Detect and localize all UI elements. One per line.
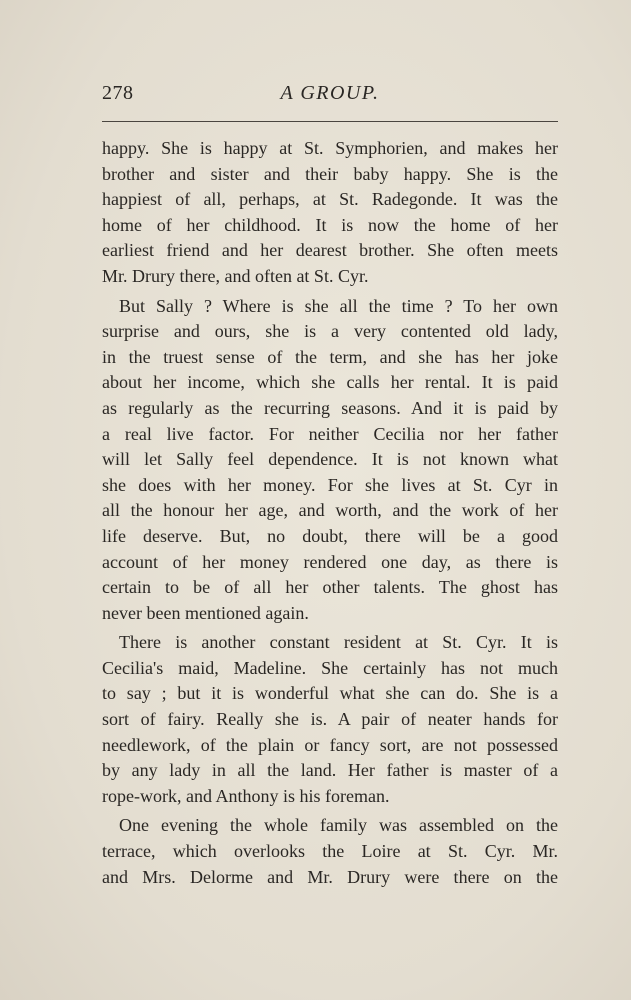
text-line: Cecilia's maid, Madeline. She certainly has not much <box>102 657 558 678</box>
paragraph <box>102 294 558 627</box>
text-line: sort of fairy. Really she is. A pair of neater hands for <box>102 709 558 730</box>
text-line: surprise and ours, she is a very contented old lady, <box>102 321 558 342</box>
text-line: There is another constant resident at St. Cyr. It is <box>119 632 558 653</box>
text-line: rope-work, and Anthony is his foreman. <box>102 785 390 806</box>
text-line: account of her money rendered one day, as there is <box>102 551 558 572</box>
text-line: as regularly as the recurring seasons. And it is paid by <box>102 397 558 418</box>
text-line: happy. She is happy at St. Symphorien, and makes her <box>102 138 558 158</box>
text-line: to say ; but it is wonderful what she can do. She is a <box>102 683 558 704</box>
text-line: all the honour her age, and worth, and the work of her <box>102 500 558 521</box>
paragraph <box>102 630 558 809</box>
body-text <box>102 136 558 890</box>
paragraph <box>102 136 558 290</box>
text-line: happiest of all, perhaps, at St. Radegonde. It was the <box>102 189 558 210</box>
header-rule <box>102 121 558 122</box>
text-line: needlework, of the plain or fancy sort, are not possessed <box>102 734 558 755</box>
text-line: a real live factor. For neither Cecilia nor her father <box>102 423 558 444</box>
text-line: terrace, which overlooks the Loire at St. Cyr. Mr. <box>102 841 558 862</box>
text-line: brother and sister and their baby happy. She is the <box>102 163 558 184</box>
text-line: earliest friend and her dearest brother. She often meets <box>102 240 558 261</box>
text-line: home of her childhood. It is now the home of her <box>102 214 558 235</box>
text-line: certain to be of all her other talents. The ghost has <box>102 577 558 598</box>
paragraph <box>102 813 558 890</box>
text-line: Mr. Drury there, and often at St. Cyr. <box>102 265 369 286</box>
page-number: 278 <box>102 82 134 104</box>
text-line: life deserve. But, no doubt, there will be a good <box>102 525 558 546</box>
text-line: never been mentioned again. <box>102 602 309 623</box>
text-line: will let Sally feel dependence. It is not known what <box>102 449 558 470</box>
running-title: A GROUP. <box>280 82 380 104</box>
text-line: by any lady in all the land. Her father is master of a <box>102 760 558 781</box>
text-line: about her income, which she calls her rental. It is paid <box>102 372 558 393</box>
page-header <box>102 82 558 108</box>
text-line: she does with her money. For she lives at St. Cyr in <box>102 474 558 495</box>
text-line: and Mrs. Delorme and Mr. Drury were there on the <box>102 866 558 887</box>
text-line: One evening the whole family was assembled on the <box>119 815 558 836</box>
text-line: But Sally ? Where is she all the time ? To her own <box>119 295 558 316</box>
text-line: in the truest sense of the term, and she has her joke <box>102 346 558 367</box>
